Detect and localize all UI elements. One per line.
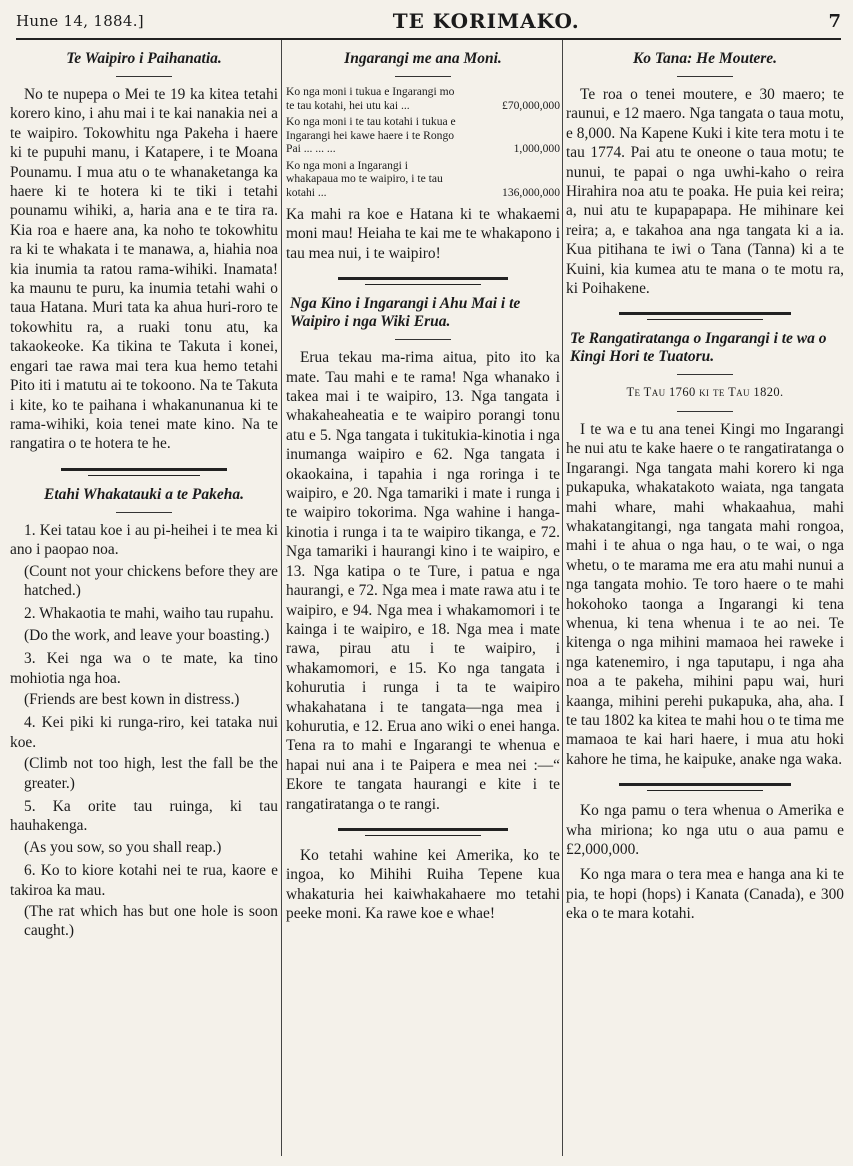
money-value: 136,000,000 <box>502 185 560 199</box>
article-heading: Nga Kino i Ingarangi i Ahu Mai i te Waipiro i nga Wiki Erua. <box>290 295 521 331</box>
section-divider-thin <box>647 790 764 791</box>
money-description: Ko nga moni i tukua e Ingarangi mo te tau kotahi, hei utu kai ... <box>286 85 455 112</box>
article-body: Ko nga pamu o tera whenua o Amerika e wha miriona; ko nga utu o aua pamu e £2,000,000. <box>566 802 844 858</box>
heading-rule <box>677 76 733 77</box>
proverb-english: (Do the work, and leave your boasting.) <box>24 626 270 644</box>
section-divider <box>619 312 791 315</box>
article-body: No te nupepa o Mei te 19 ka kitea tetahi korero kino, i ahu mai i te kai nanakia nei a te waipiro. Tokowhitu nga Pakeha i haere ki te pupuhi manu, i Katapere, i te Moana Pounamu. I mua atu o te whanaketanga ka haere ki te hotera ki te tiki i tetahi pounamu wihiki, a, haria ana e te tira ra. Kia roa e haere ana, ka noho te tokowhitu ra ki te whakata i te manawa, a, hiahia noa kia inumia ta ratou rama-wihiki. Inamata! ka maunu te puru, ka inumia tetahi wahi o taua Hatana. Muri tata ka ahua huri-roro te tokowhitu ra, a ruaki tonu atu, ka takaokeoke. Ka tikina te Takuta i konei, engari tae rawa mai tera kua hemo tetahi Pito iti i matutu ai te tokoono. Na te Takuta i kite, ko te paihana i whakanunanua ki te rama-wihiki, koia tenei mate kino. Na te rangatira o te hotera te he. <box>10 86 278 453</box>
section-divider-thin <box>88 475 201 476</box>
money-table <box>286 85 560 199</box>
proverb-maori: 5. Ka orite tau ruinga, ki tau hauhakenga. <box>10 798 278 835</box>
proverb-item <box>10 649 278 709</box>
section-divider <box>61 468 227 471</box>
money-description: Ko nga moni a Ingarangi i whakapaua mo te waipiro, i te tau kotahi ... <box>286 158 443 199</box>
money-row <box>286 85 560 112</box>
article-body: Ka mahi ra koe e Hatana ki te whakaemi moni mau! Heiaha te kai me te whakapono i tau mea nui, i te waipiro! <box>286 206 560 262</box>
column-right <box>566 40 844 1160</box>
section-divider <box>338 277 508 280</box>
article-heading: Ingarangi me ana Moni. <box>344 50 502 67</box>
proverb-english: (Friends are best kown in distress.) <box>24 690 240 708</box>
heading-rule <box>677 374 733 375</box>
heading-rule <box>395 76 451 77</box>
article-heading: Te Rangatiratanga o Ingarangi i te wa o Kingi Hori te Tuatoru. <box>570 330 827 366</box>
proverb-item <box>10 713 278 793</box>
proverb-english: (The rat which has but one hole is soon caught.) <box>24 903 278 940</box>
section-divider <box>338 828 508 831</box>
column-divider <box>562 40 563 1156</box>
proverb-maori: 4. Kei piki ki runga-riro, kei tataka nui koe. <box>10 714 278 751</box>
column-middle <box>286 40 560 1160</box>
heading-rule <box>116 512 172 513</box>
article-body: Ko tetahi wahine kei Amerika, ko te ingoa, ko Mihihi Ruiha Tepene kua whakaturia hei kaiwhakahaere mo tetahi peeke moni. Ka rawe koe e whae! <box>286 846 560 923</box>
money-value: 1,000,000 <box>513 142 560 155</box>
proverb-english: (Climb not too high, lest the fall be the greater.) <box>24 755 278 792</box>
article-body: Erua tekau ma-rima aitua, pito ito ka mate. Tau mahi e te rama! Nga whanako i takea mai i te waipiro, 13. Nga tangata i whakaheaheatia e te waipiro porangi tonu atu e 5. Nga tangata i tukitukia-kinotia i nga inumanga waipiro e 62. Nga tangata i okaokaina, i tapahia i nga roringa i te waipiro, e 20. Nga tamariki i mate i runga i te waipiro tokorima. Nga wahine i hanga-kinotia i runga i ta te waipiro tikanga, e 72. Nga tamariki i haurangi kino i te waipiro, e 13. Nga katipa o te Ture, i patua e nga haurangi, e 72. Nga mea i mate rawa atu i te waipiro, e 94. Nga mea i whakamomori i te kainga i te waipiro, e 18. Nga mea i mate rawa, pirau atu i te waipiro, i whakamomori, e 15. Ko nga tangata i kohurutia i runga i ta te waipiro whakahatana i te tangata—nga mea i kohurutia, e 12. Erua ano wiki o enei hanga. Tena ra to mahi e Ingarangi te whenua e hapai nui ana i te Paipera e mea nei :—“ Ekore te tangata haurangi e kite i te rangatiratanga o te rangi. <box>286 349 560 813</box>
heading-rule <box>395 339 451 340</box>
newspaper-title: TE KORIMAKO. <box>392 9 580 33</box>
money-description: Ko nga moni i te tau kotahi i tukua e Ingarangi hei kawe haere i te Rongo Pai ... ... ... <box>286 115 456 155</box>
heading-rule <box>677 411 733 412</box>
page-header <box>16 4 841 40</box>
article-body: Ko nga mara o tera mea e hanga ana ki te pia, te hopi (hops) i Kanata (Canada), e 300 eka o te mara kotahi. <box>566 866 844 923</box>
proverb-item <box>10 797 278 857</box>
proverb-english: (As you sow, so you shall reap.) <box>24 838 222 856</box>
money-row <box>286 159 560 200</box>
heading-rule <box>116 76 172 77</box>
article-heading: Ko Tana: He Moutere. <box>632 50 778 67</box>
proverb-item <box>10 604 278 645</box>
proverb-item <box>10 521 278 601</box>
proverb-maori: 6. Ko to kiore kotahi nei te rua, kaore e takiroa ka mau. <box>10 862 278 899</box>
section-divider-thin <box>365 835 480 836</box>
money-value: £70,000,000 <box>502 98 560 112</box>
column-left <box>10 40 278 1160</box>
section-divider <box>619 783 791 786</box>
issue-date: Hune 14, 1884.] <box>16 12 144 30</box>
proverb-item <box>10 861 278 941</box>
article-body: I te wa e tu ana tenei Kingi mo Ingarangi he nui atu te kake haere o te rangatiratanga o Ingarangi. Nga tangata mahi korero ki nga pukapuka, whakatakoto waiata, nga tangata mahi whare, mahi whakaahua, mahi whakatangitangi, nga tangata mahi rongoa, mahi i te ahua o nga hau, o te wai, o nga whetu, o te marama me era atu mahi nunui a nga tangata mohio. Te toro haere o te mahi hokohoko taonga a Ingarangi ki tena whenua, ki tena whenua i te ao nei. Te kitenga o nga mihini mamaoa hei raweke i nga katenemiro, i nga taputapu, i nga aha noa a te pakeha, mihini papu wai, huri kaanga, mihini perehi pukapuka, aha, aha. I te tau 1802 ka kitea te mahi hou o te tima me mamaoa te kai hari haere, i mua atu hoki kahore he tima, he kaipuke, anake nga waka. <box>566 420 844 768</box>
proverb-maori: 2. Whakaotia te mahi, waiho tau rupahu. <box>24 605 274 623</box>
article-body: Te roa o tenei moutere, e 30 maero; te raunui, e 12 maero. Nga tangata o taua motu, e 8,000. Na Kapene Kuki i kite tera motu i te tau 1774. Pai atu te oneone o taua motu; te nunui, te papai o nga uwhi-kaho o reira Hirahira noa atu te poaka. He puia kei reira; a, nui atu te kupapapapa. He mihinare kei reira; a, e takahoa ana nga tangata ki a ia. Kua pitihana te iwi o Tana (Tanna) ki a te Kuini, kia kumea atu te mana o te motu ra, ki Poihakene. <box>566 86 844 298</box>
proverb-maori: 1. Kei tatau koe i au pi-heihei i te mea ki ano i paopao noa. <box>10 521 278 559</box>
article-subheading: Te Tau 1760 ki te Tau 1820. <box>626 385 784 400</box>
section-divider-thin <box>647 319 764 320</box>
proverb-maori: 3. Kei nga wa o te mate, ka tino mohiotia nga hoa. <box>10 650 278 687</box>
column-divider <box>281 40 282 1156</box>
page-number: 7 <box>828 10 841 32</box>
proverb-english: (Count not your chickens before they are hatched.) <box>24 562 278 599</box>
money-row <box>286 115 560 156</box>
article-heading: Te Waipiro i Paihanatia. <box>66 50 222 67</box>
article-heading: Etahi Whakatauki a te Pakeha. <box>44 485 244 503</box>
section-divider-thin <box>365 284 480 285</box>
